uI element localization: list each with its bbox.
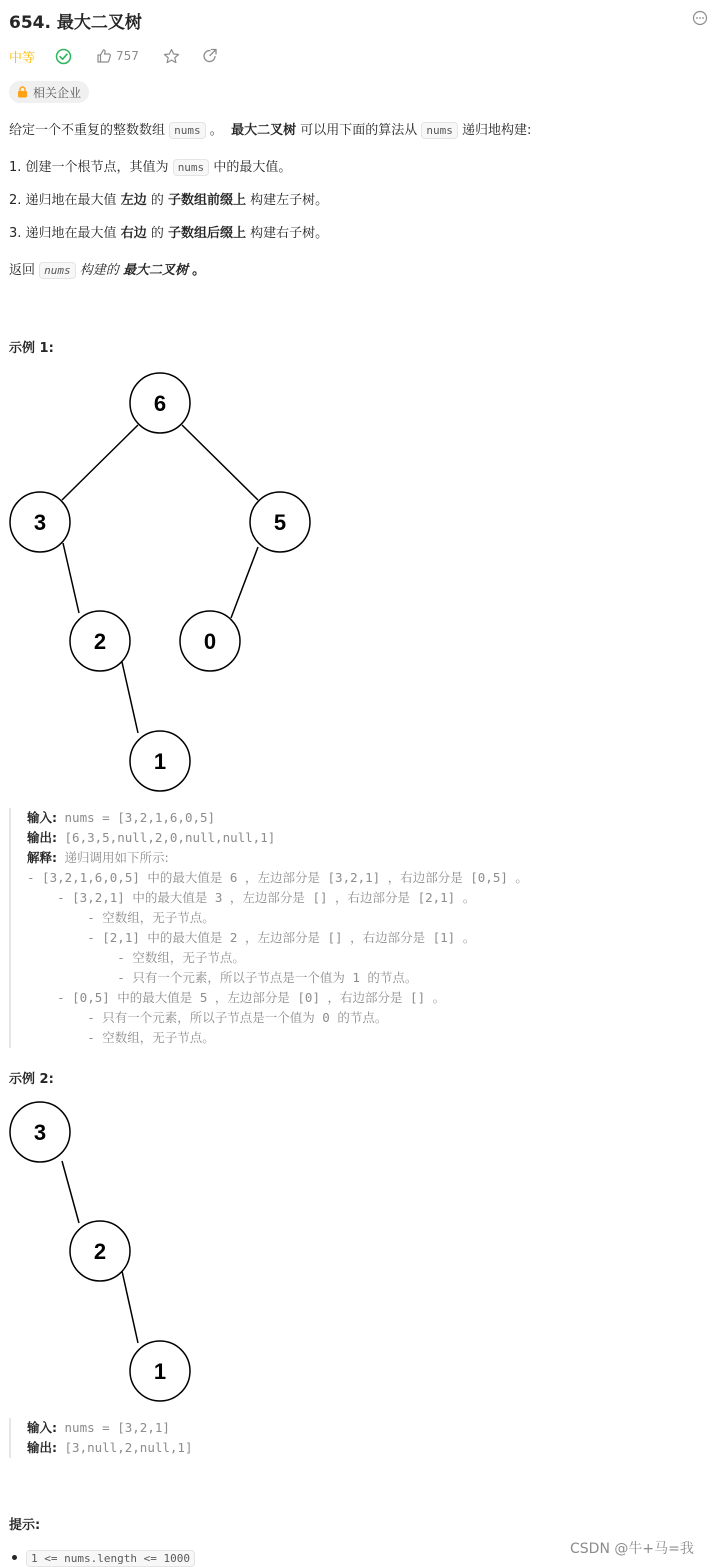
inline-code: nums bbox=[421, 122, 458, 139]
solved-check-icon bbox=[55, 48, 72, 65]
star-icon[interactable] bbox=[163, 48, 180, 65]
tree-node-label: 1 bbox=[153, 1359, 167, 1384]
share-icon[interactable] bbox=[202, 48, 218, 64]
example-1-tree-diagram bbox=[0, 360, 330, 800]
example-1-heading: 示例 1: bbox=[9, 341, 54, 356]
tree-edge bbox=[182, 425, 258, 500]
inline-code: nums bbox=[169, 122, 206, 139]
tree-node-label: 3 bbox=[33, 1120, 47, 1145]
return-statement bbox=[9, 261, 205, 281]
input-label: 输入: bbox=[27, 1420, 57, 1435]
explain-line: - [3,2,1,6,0,5] 中的最大值是 6 ，左边部分是 [3,2,1] ，右边部分是 [0,5] 。 bbox=[27, 870, 528, 885]
intro-bold: 最大二叉树 bbox=[231, 123, 297, 138]
watermark: CSDN @牛+马=我 bbox=[570, 1541, 694, 1557]
tree-edge bbox=[122, 1271, 138, 1343]
input-value: nums = [3,2,1] bbox=[64, 1420, 170, 1435]
problem-meta-row bbox=[9, 46, 218, 66]
tree-edge bbox=[231, 547, 258, 618]
explain-line: - 空数组，无子节点。 bbox=[27, 1030, 215, 1045]
example-1-code-block bbox=[9, 808, 528, 1048]
step-bold: 子数组前缀上 bbox=[168, 193, 247, 208]
tree-node-label: 2 bbox=[93, 1239, 107, 1264]
return-text: 构建的 bbox=[79, 263, 119, 278]
list-bullet bbox=[12, 1555, 17, 1560]
intro-text: 。 bbox=[209, 123, 223, 138]
return-text: 。 bbox=[192, 263, 206, 278]
step-text: 构建右子树。 bbox=[250, 226, 329, 241]
tree-edge bbox=[63, 543, 79, 613]
step-bold: 右边 bbox=[120, 226, 147, 241]
input-value: nums = [3,2,1,6,0,5] bbox=[64, 810, 216, 825]
explain-line: - [2,1] 中的最大值是 2 ，左边部分是 [] ，右边部分是 [1] 。 bbox=[27, 930, 476, 945]
tree-edge bbox=[62, 425, 138, 500]
explain-line: - 空数组，无子节点。 bbox=[27, 910, 215, 925]
step-3 bbox=[9, 224, 328, 244]
step-2 bbox=[9, 191, 328, 211]
intro-text: 可以用下面的算法从 bbox=[300, 123, 418, 138]
explain-line: - [0,5] 中的最大值是 5 ，左边部分是 [0] ，右边部分是 [] 。 bbox=[27, 990, 446, 1005]
output-label: 输出: bbox=[27, 830, 57, 845]
step-1 bbox=[9, 158, 291, 178]
step-bold: 左边 bbox=[120, 193, 147, 208]
more-options-icon[interactable] bbox=[692, 10, 708, 26]
constraint-1: 1 <= nums.length <= 1000 bbox=[26, 1550, 195, 1567]
step-text: 2. 递归地在最大值 bbox=[9, 193, 117, 208]
explain-line: - 空数组，无子节点。 bbox=[27, 950, 245, 965]
like-count: 757 bbox=[116, 49, 139, 63]
hints-heading: 提示: bbox=[9, 1518, 41, 1533]
step-text: 的 bbox=[150, 226, 164, 241]
output-value: [3,null,2,null,1] bbox=[64, 1440, 193, 1455]
tree-node-label: 3 bbox=[33, 510, 47, 535]
description-intro bbox=[9, 121, 531, 141]
lock-icon bbox=[17, 86, 28, 98]
explain-line: - 只有一个元素，所以子节点是一个值为 0 的节点。 bbox=[27, 1010, 388, 1025]
tree-edge bbox=[62, 1161, 79, 1223]
input-label: 输入: bbox=[27, 810, 57, 825]
step-text: 1. 创建一个根节点，其值为 bbox=[9, 160, 169, 175]
tree-node-label: 0 bbox=[203, 629, 217, 654]
explain-label: 解释: bbox=[27, 850, 57, 865]
thumbs-up-icon[interactable] bbox=[96, 48, 112, 64]
explain-line: - 只有一个元素，所以子节点是一个值为 1 的节点。 bbox=[27, 970, 418, 985]
output-label: 输出: bbox=[27, 1440, 57, 1455]
problem-title: 654. 最大二叉树 bbox=[9, 13, 142, 33]
example-2-heading: 示例 2: bbox=[9, 1072, 54, 1087]
step-text: 构建左子树。 bbox=[250, 193, 329, 208]
return-text: 返回 bbox=[9, 263, 36, 278]
tree-node-label: 6 bbox=[153, 391, 167, 416]
return-bold: 最大二叉树 bbox=[122, 263, 188, 278]
example-2-tree-diagram bbox=[0, 1095, 220, 1410]
intro-text: 给定一个不重复的整数数组 bbox=[9, 123, 166, 138]
inline-code: nums bbox=[39, 262, 76, 279]
intro-text: 递归地构建: bbox=[462, 123, 532, 138]
step-text: 中的最大值。 bbox=[213, 160, 292, 175]
difficulty-badge: 中等 bbox=[9, 50, 36, 66]
company-tag-button[interactable] bbox=[9, 81, 89, 103]
step-text: 的 bbox=[150, 193, 164, 208]
tree-edge bbox=[122, 662, 138, 733]
example-2-code-block bbox=[9, 1418, 192, 1458]
output-value: [6,3,5,null,2,0,null,null,1] bbox=[64, 830, 276, 845]
step-text: 3. 递归地在最大值 bbox=[9, 226, 117, 241]
step-bold: 子数组后缀上 bbox=[168, 226, 247, 241]
company-tag-label: 相关企业 bbox=[33, 85, 82, 100]
explain-line: - [3,2,1] 中的最大值是 3 ，左边部分是 [] ，右边部分是 [2,1] 。 bbox=[27, 890, 476, 905]
tree-node-label: 5 bbox=[273, 510, 287, 535]
tree-node-label: 2 bbox=[93, 629, 107, 654]
explain-value: 递归调用如下所示: bbox=[64, 850, 169, 865]
tree-node-label: 1 bbox=[153, 749, 167, 774]
inline-code: nums bbox=[173, 159, 210, 176]
